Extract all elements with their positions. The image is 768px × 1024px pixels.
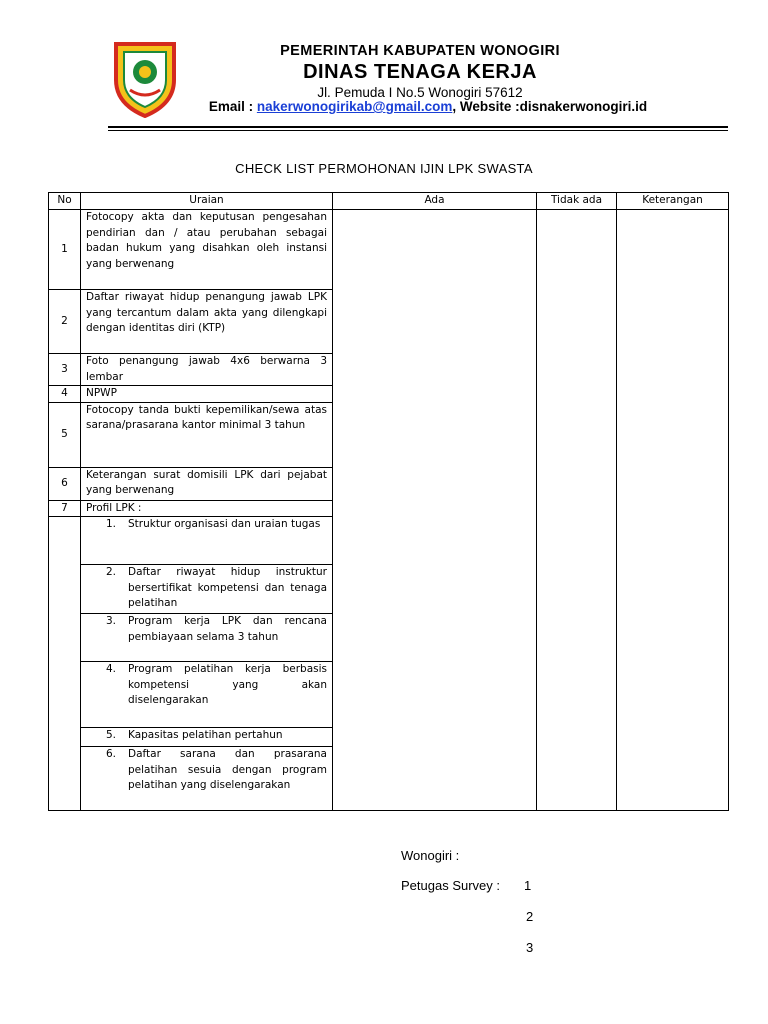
officer-number-1: 1 (524, 878, 532, 893)
col-header-no: No (49, 193, 81, 210)
row-number: 3 (49, 354, 81, 386)
row-number: 4 (49, 386, 81, 403)
header-address: Jl. Pemuda I No.5 Wonogiri 57612 (317, 85, 523, 100)
website-label: , Website :disnakerwonogiri.id (452, 99, 648, 114)
subitem-text: Program kerja LPK dan rencana pembiayaan selama 3 tahun (128, 615, 327, 643)
subitem (81, 517, 333, 565)
row-description: Daftar riwayat hidup penangung jawab LPK yang tercantum dalam akta yang dilengkapi dengan identitas diri (KTP) (81, 290, 333, 354)
subitem (81, 565, 333, 614)
tidak-ada-cell[interactable] (537, 210, 617, 811)
officer-label: Petugas Survey : (401, 878, 500, 893)
row-description: Fotocopy tanda bukti kepemilikan/sewa atas sarana/prasarana kantor minimal 3 tahun (81, 402, 333, 467)
row-number-empty (49, 517, 81, 811)
row-number: 2 (49, 290, 81, 354)
table-row (49, 210, 729, 290)
subitem-text: Struktur organisasi dan uraian tugas (128, 518, 321, 530)
subitem (81, 662, 333, 728)
subitem (81, 747, 333, 811)
subitem-number: 4. (106, 663, 117, 675)
row-description: Keterangan surat domisili LPK dari pejabat yang berwenang (81, 467, 333, 500)
subitem-number: 6. (106, 748, 117, 760)
subitem-text: Daftar riwayat hidup instruktur bersertifikat kompetensi dan tenaga pelatihan (128, 566, 327, 609)
checklist-table (48, 192, 729, 811)
subitem-text: Kapasitas pelatihan pertahun (128, 729, 283, 741)
row-description: NPWP (81, 386, 333, 403)
subitem-number: 2. (106, 566, 117, 578)
col-header-ada: Ada (333, 193, 537, 210)
officer-number-2: 2 (526, 909, 534, 924)
subitem-text: Daftar sarana dan prasarana pelatihan sesuia dengan program pelatihan yang diselengarakan (128, 748, 327, 791)
subitem-number: 5. (106, 729, 117, 741)
email-link[interactable]: nakerwonogirikab@gmail.com (256, 99, 453, 114)
subitem-number: 3. (106, 615, 117, 627)
subitem (81, 614, 333, 662)
document-title: CHECK LIST PERMOHONAN IJIN LPK SWASTA (235, 161, 533, 176)
row-number: 7 (49, 500, 81, 517)
subitem-number: 1. (106, 518, 117, 530)
subitem-text: Program pelatihan kerja berbasis kompetensi yang akan diselengarakan (128, 663, 327, 706)
row-description: Foto penangung jawab 4x6 berwarna 3 lembar (81, 354, 333, 386)
row-number: 5 (49, 402, 81, 467)
col-header-uraian: Uraian (81, 193, 333, 210)
signature-place: Wonogiri : (401, 848, 460, 863)
email-label: Email : (208, 99, 257, 114)
header-rule-thin (108, 130, 728, 131)
row-description: Fotocopy akta dan keputusan pengesahan pendirian dan / atau perubahan sebagai badan hukum yang disahkan oleh instansi yang berwenang (81, 210, 333, 290)
ada-cell[interactable] (333, 210, 537, 811)
header-agency: DINAS TENAGA KERJA (303, 61, 537, 83)
row-description: Profil LPK : (81, 500, 333, 517)
col-header-keterangan: Keterangan (617, 193, 729, 210)
header-rule-thick (108, 126, 728, 128)
header-government: PEMERINTAH KABUPATEN WONOGIRI (280, 43, 560, 59)
subitem (81, 728, 333, 747)
header-contact (168, 99, 688, 114)
table-header-row (49, 193, 729, 210)
keterangan-cell[interactable] (617, 210, 729, 811)
row-number: 1 (49, 210, 81, 290)
row-number: 6 (49, 467, 81, 500)
col-header-tidak-ada: Tidak ada (537, 193, 617, 210)
officer-number-3: 3 (526, 940, 534, 955)
